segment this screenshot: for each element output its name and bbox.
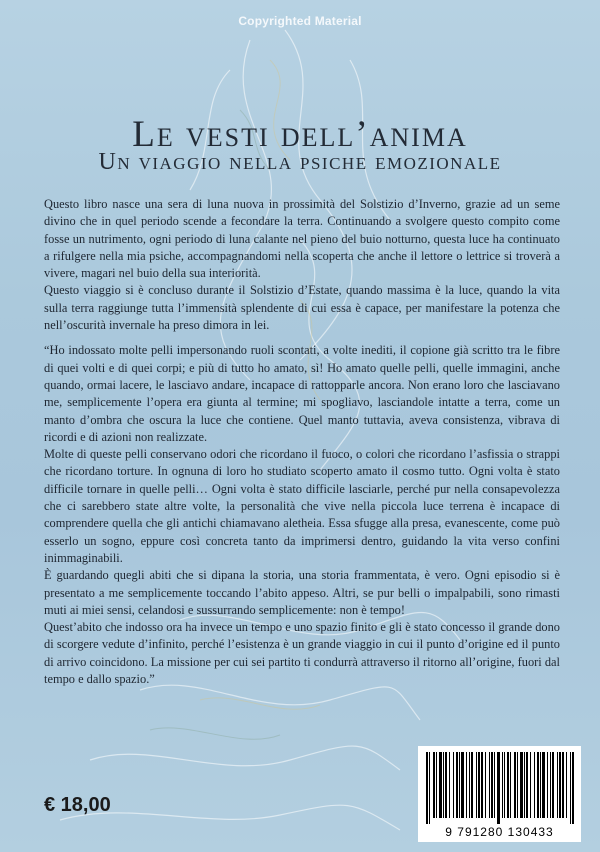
barcode-bar <box>453 752 454 818</box>
barcode-bar <box>504 752 505 818</box>
barcode-bar <box>461 752 464 818</box>
barcode-bar <box>478 752 480 818</box>
barcode-bar <box>426 752 428 824</box>
back-cover-text <box>44 196 560 688</box>
barcode-bar <box>526 752 528 818</box>
barcode-bar <box>439 752 442 818</box>
barcode-bar <box>485 752 486 818</box>
isbn-number: 9 791280 130433 <box>445 825 554 839</box>
barcode-bar <box>436 752 437 818</box>
barcode-bar <box>520 752 523 818</box>
barcode-bar <box>572 752 574 824</box>
barcode-bar <box>524 752 525 818</box>
barcode-bar <box>481 752 483 818</box>
barcode-bar <box>552 752 554 818</box>
barcode-bar <box>489 752 490 818</box>
barcode-bar <box>445 752 447 818</box>
copyright-watermark: Copyrighted Material <box>238 14 362 28</box>
barcode-bar <box>566 752 567 818</box>
paragraph: Molte di queste pelli conservano odori che ricordano il fuoco, o colori che ricordano l’asfissia o strappi che ricordano torture. In ognuna di loro ho studiato scoperto amato il cosmo tutto. Ogni volta è stato difficile tornare in quelle pelli… Ogni volta è stato difficile lasciarle, perché pur nella consapevolezza che ci sarebbero state altre volte, la personalità che vive nella piccola luce terrena è incapace di comprendere quella che gli antichi chiamavano aletheia. Essa sfugge alla presa, evanescente, come può esserlo un sogno, eppure così concreta tanto da imprimersi dentro, guidando la vita verso confini inimmaginabili. <box>44 447 560 565</box>
paragraph: Quest’abito che indosso ora ha invece un tempo e uno spazio finito e gli è stato concesso il grande dono di scorgere vedute d’infinito, perché l’esistenza è un grande viaggio in cui il punto d’origine ed il punto di arrivo coincidono. La missione per cui sei partito ti condurrà attraverso il ritorno all’origine, fuori dal tempo e dallo spazio.” <box>44 620 560 687</box>
barcode-bar <box>502 752 503 818</box>
barcode-bar <box>510 752 511 818</box>
barcode-bar <box>537 752 539 818</box>
barcode-bar <box>517 752 518 818</box>
barcode-bar <box>557 752 558 818</box>
barcode-bar <box>443 752 444 818</box>
barcode-bar <box>550 752 551 818</box>
book-title: Le vesti dell’anima <box>132 114 468 155</box>
barcode-bar <box>562 752 564 818</box>
barcode-bar <box>456 752 458 818</box>
barcode-bar <box>459 752 460 818</box>
barcode-bar <box>469 752 470 818</box>
barcode-bar <box>476 752 477 818</box>
price-label: € 18,00 <box>44 794 111 816</box>
paragraph: Questo viaggio si è concluso durante il Solstizio d’Estate, quando massima è la luce, quando la vita sulla terra raggiunge tutta l’immensità splendente di cui essa è capace, per manifestare la potenza che nell’oscurità invernale ha preso dimora in lei. <box>44 283 560 333</box>
barcode-bar <box>514 752 516 818</box>
barcode-bar <box>494 752 495 818</box>
paragraph: “Ho indossato molte pelli impersonando ruoli scontati, a volte inediti, il copione già scritto tra le fibre di quei volti e di quei corpi; e più di tutto ho amato, sì! Ho amato quelle pelli, quelle immagini, anche quando, ormai lacere, le lasciavo andare, incapace di rattopparle ancora. Non erano loro che lasciavano me, semplicemente l’opera era giunta al termine; mi spogliavo, lasciandole intatte a terra, come un manto d’ombra che oscura la luce che contiene. Quel manto tuttavia, aveva consistenza, vibrava di ricordi e di azioni non realizzate. <box>44 343 560 444</box>
barcode-bar <box>449 752 450 818</box>
barcode-bar <box>471 752 473 818</box>
barcode-bar <box>570 752 571 824</box>
barcode-bar <box>530 752 531 818</box>
paragraph: Questo libro nasce una sera di luna nuova in prossimità del Solstizio d’Inverno, grazie ad un seme divino che in quel periodo scende a fecondare la terra. Continuando a svolgere questo compito come fosse un nutrimento, ogni periodo di luna calante nel pieno del buio notturno, questa luce ha continuato a rifulgere nella mia psiche, accompagnandomi nella scoperta che anche il lettore o lettrice si troverà a vivere, magari nel buio della sua interiorità. <box>44 197 560 281</box>
barcode-bar <box>433 752 435 818</box>
barcode-bar <box>540 752 541 818</box>
isbn-barcode <box>418 746 581 842</box>
book-subtitle: Un viaggio nella psiche emozionale <box>98 149 502 175</box>
barcode-bar <box>559 752 561 818</box>
paragraph: È guardando quegli abiti che si dipana la storia, una storia frammentata, è vero. Ogni episodio si è presentato a me semplicemente toccando l’abito appeso. Altri, se pur belli o impalpabili, sono rimasti muti ai miei sensi, celandosi e sussurrando semplicemente: non è tempo! <box>44 568 560 617</box>
barcode-bars <box>418 746 581 826</box>
barcode-bar <box>507 752 509 818</box>
barcode-bar <box>491 752 493 818</box>
barcode-bar <box>466 752 467 818</box>
barcode-bar <box>542 752 545 818</box>
barcode-bar <box>429 752 430 824</box>
barcode-bar <box>547 752 548 818</box>
barcode-bar <box>497 752 500 824</box>
barcode-bar <box>534 752 535 818</box>
